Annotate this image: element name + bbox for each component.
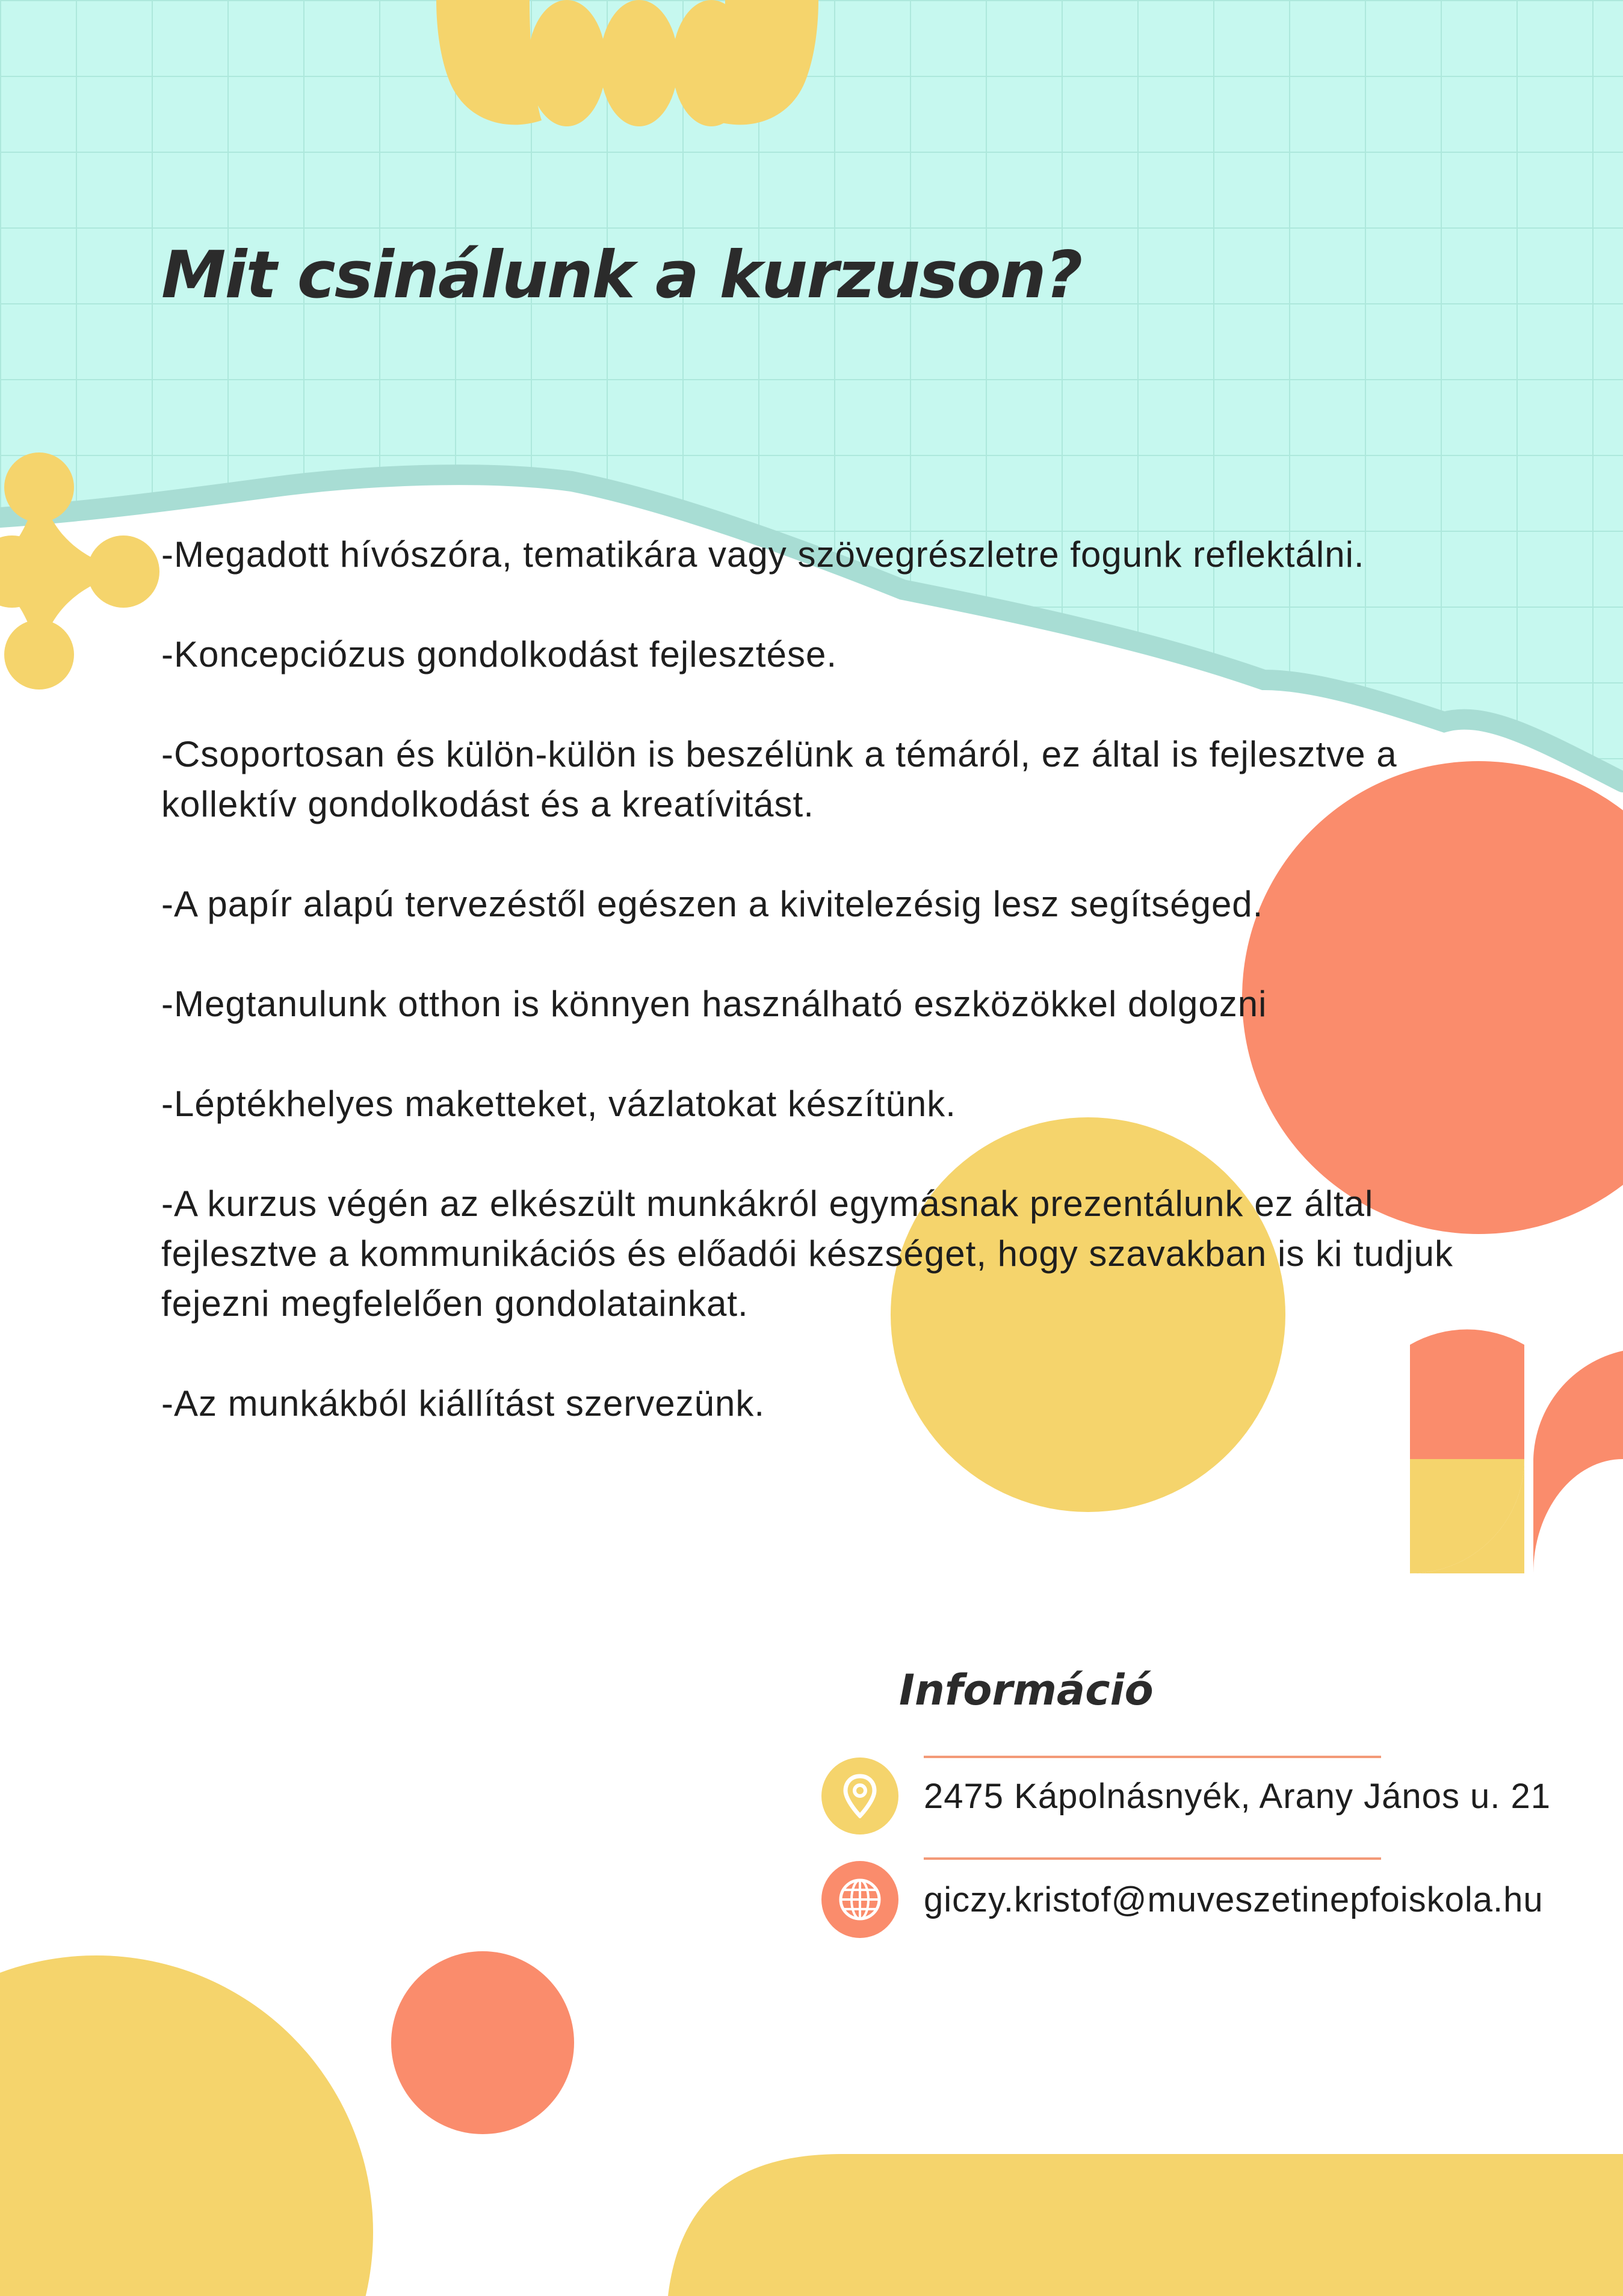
paragraph-6: -Léptékhelyes maketteket, vázlatokat készítünk. <box>161 1084 956 1124</box>
paragraph-2: -Koncepciózus gondolkodást fejlesztése. <box>161 634 837 674</box>
paragraph-5: -Megtanulunk otthon is könnyen használható eszközökkel dolgozni <box>161 984 1267 1024</box>
info-heading: Információ <box>899 1665 1154 1715</box>
info-email-row <box>821 1860 1544 1939</box>
paragraph-8: -Az munkákból kiállítást szervezünk. <box>161 1383 765 1424</box>
paragraph-1: -Megadott hívószóra, tematikára vagy szövegrészletre fogunk reflektálni. <box>161 534 1365 575</box>
top-loops-shape <box>436 0 818 126</box>
course-content <box>161 529 1509 1478</box>
paragraph-7: -A kurzus végén az elkészült munkákról egymásnak prezentálunk ez által fejlesztve a kommunikációs és előadói készséget, hogy szavakban is ki tudjuk fejezni megfelelően gondolatainkat. <box>161 1183 1454 1324</box>
address-text: 2475 Kápolnásnyék, Arany János u. 21 <box>924 1776 1551 1816</box>
globe-icon <box>821 1861 898 1938</box>
coral-circle-small <box>391 1951 574 2134</box>
yellow-circle-bottom-left <box>0 1955 373 2296</box>
info-address-row <box>821 1757 1551 1835</box>
yellow-shape-bottom-right <box>668 2154 1623 2296</box>
email-link[interactable]: giczy.kristof@muveszetinepfoiskola.hu <box>924 1880 1544 1919</box>
paragraph-4: -A papír alapú tervezéstől egészen a kivitelezésig lesz segítséged. <box>161 884 1264 924</box>
info-divider-middle <box>924 1857 1381 1860</box>
location-pin-icon <box>821 1757 898 1835</box>
paragraph-3: -Csoportosan és külön-külön is beszélünk a témáról, ez által is fejlesztve a kollektív gondolkodást és a kreatívitást. <box>161 734 1397 824</box>
page-title: Mit csinálunk a kurzuson? <box>161 238 1082 313</box>
